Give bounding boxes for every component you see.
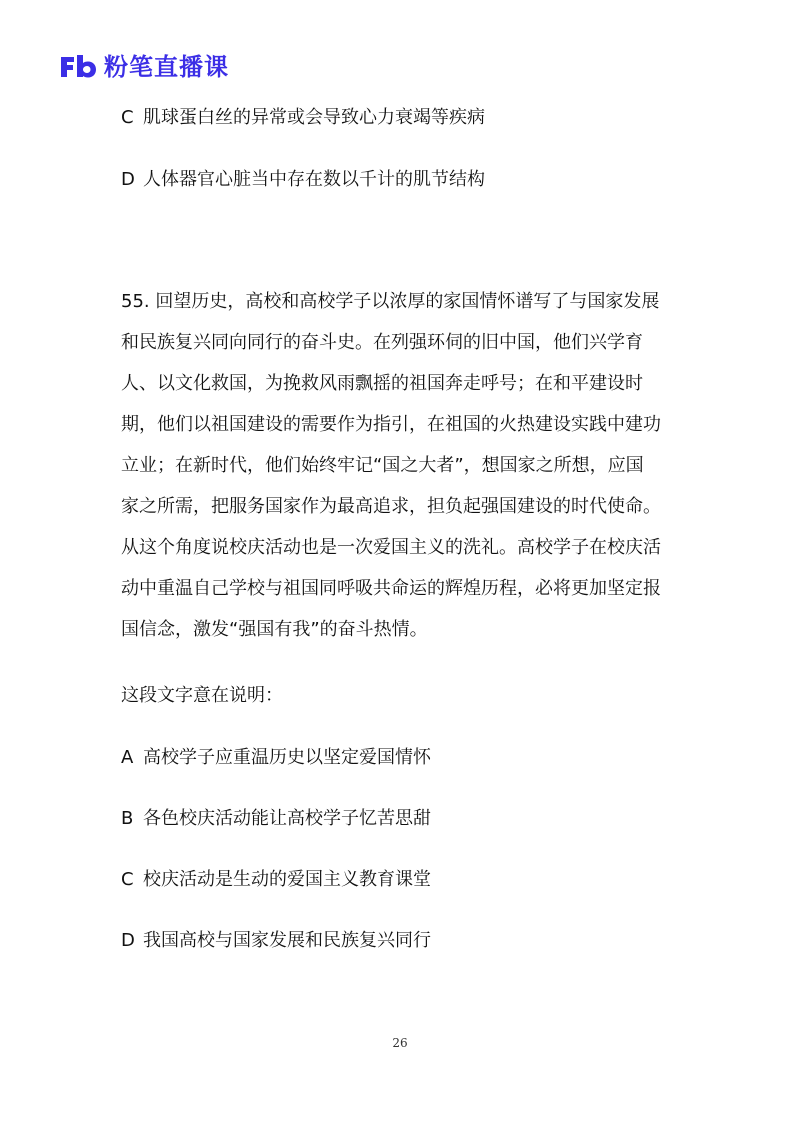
option-text: 人体器官心脏当中存在数以千计的肌节结构 — [143, 169, 485, 190]
question-stem-line: 和民族复兴同向同行的奋斗史。在列强环伺的旧中国，他们兴学育 — [121, 332, 643, 353]
question-stem-line: 动中重温自己学校与祖国同呼吸共命运的辉煌历程，必将更加坚定报 — [121, 578, 661, 599]
option-letter: A — [121, 747, 134, 768]
option-letter: B — [121, 808, 134, 829]
question-stem-line: 立业；在新时代，他们始终牢记“国之大者”，想国家之所想，应国 — [121, 455, 644, 476]
option-letter: C — [121, 107, 134, 128]
option-text: 校庆活动是生动的爱国主义教育课堂 — [143, 869, 431, 890]
option-text: 高校学子应重温历史以坚定爱国情怀 — [143, 747, 431, 768]
brand-header — [58, 50, 229, 84]
question-prompt: 这段文字意在说明： — [121, 685, 283, 706]
question-stem-line: 国信念，激发“强国有我”的奋斗热情。 — [121, 619, 428, 640]
brand-name: 粉笔直播课 — [104, 53, 229, 81]
option-c-prev — [121, 105, 485, 131]
question-stem-line: 期，他们以祖国建设的需要作为指引，在祖国的火热建设实践中建功 — [121, 414, 661, 435]
option-letter: C — [121, 869, 134, 890]
option-letter: D — [121, 930, 135, 951]
option-d — [121, 928, 431, 954]
option-text: 我国高校与国家发展和民族复兴同行 — [143, 930, 431, 951]
question-stem-line: 家之所需，把服务国家作为最高追求，担负起强国建设的时代使命。 — [121, 496, 661, 517]
page-number: 26 — [392, 1036, 408, 1050]
question-stem-line: 人、以文化救国，为挽救风雨飘摇的祖国奔走呼号；在和平建设时 — [121, 373, 643, 394]
option-d-prev — [121, 167, 485, 193]
question-stem-line: 55. 回望历史，高校和高校学子以浓厚的家国情怀谱写了与国家发展 — [121, 291, 660, 312]
option-b — [121, 806, 431, 832]
option-letter: D — [121, 169, 135, 190]
question-number: 55. — [121, 291, 150, 312]
option-c — [121, 867, 431, 893]
option-text: 各色校庆活动能让高校学子忆苦思甜 — [143, 808, 431, 829]
option-text: 肌球蛋白丝的异常或会导致心力衰竭等疾病 — [143, 107, 485, 128]
fenbi-logo-icon — [58, 53, 98, 81]
question-stem-line: 从这个角度说校庆活动也是一次爱国主义的洗礼。高校学子在校庆活 — [121, 537, 661, 558]
option-a — [121, 745, 431, 771]
